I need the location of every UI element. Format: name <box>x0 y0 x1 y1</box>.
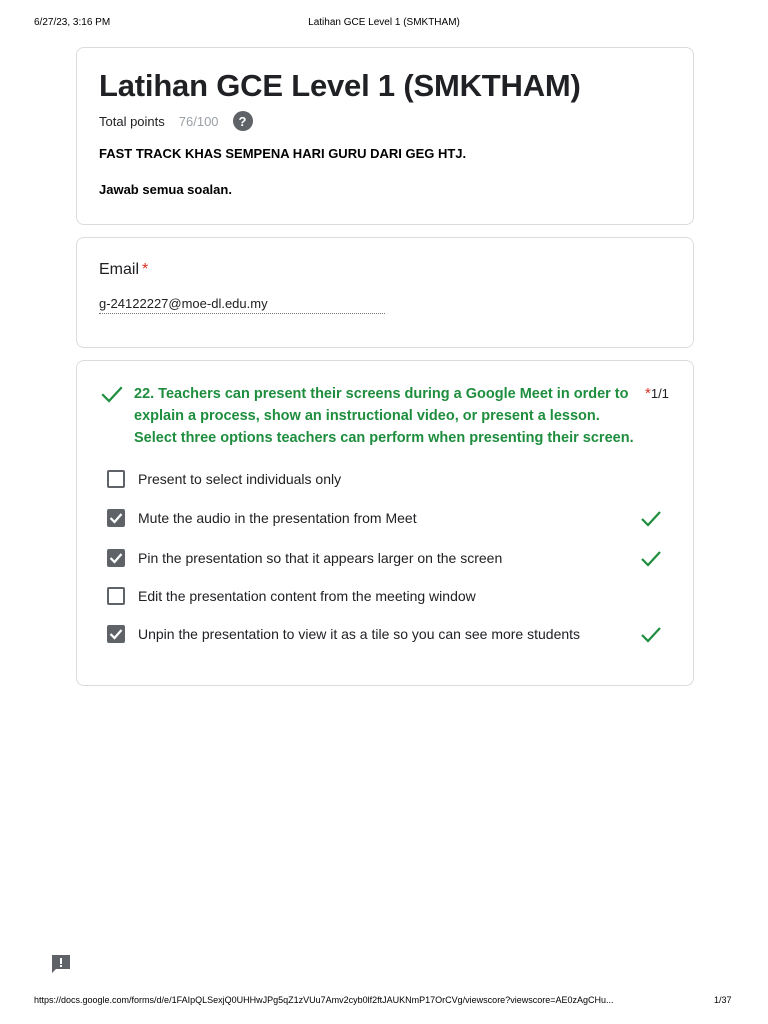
email-label <box>99 261 148 279</box>
score-value: 1/1 <box>650 386 669 401</box>
option-edit-content[interactable] <box>107 585 667 609</box>
check-icon <box>101 385 123 405</box>
checkbox-unchecked-icon[interactable] <box>107 587 125 605</box>
form-description-line1: FAST TRACK KHAS SEMPENA HARI GURU DARI GEG HTJ. <box>99 146 467 161</box>
question-line-2: explain a process, show an instructional video, or present a lesson. <box>134 408 600 424</box>
question-card <box>76 360 694 686</box>
checkmark-glyph <box>109 628 123 640</box>
print-url: https://docs.google.com/forms/d/e/1FAIpQLSexjQ0UHHwJPg5qZ1zVUu7Amv2cyb0lf2ftJAUKNmP17OrCVg/viewscore?viewscore=AE0zAgCHu... <box>34 995 614 1005</box>
checkbox-checked-icon[interactable] <box>107 509 125 527</box>
checkbox-checked-icon[interactable] <box>107 625 125 643</box>
option-label: Pin the presentation so that it appears larger on the screen <box>138 550 503 566</box>
check-icon <box>640 625 662 645</box>
check-icon <box>640 509 662 529</box>
question-score <box>645 385 669 402</box>
print-timestamp: 6/27/23, 3:16 PM <box>34 17 111 28</box>
checkmark-glyph <box>109 512 123 524</box>
question-line-3: Select three options teachers can perform when presenting their screen. <box>134 430 634 446</box>
feedback-icon[interactable] <box>50 954 72 974</box>
form-header-card <box>76 47 694 225</box>
total-points-value: 76/100 <box>178 113 219 129</box>
email-card <box>76 237 694 348</box>
option-unpin-presentation[interactable] <box>107 623 667 647</box>
email-label-text: Email <box>99 261 140 278</box>
print-footer <box>0 995 768 1009</box>
checkmark-glyph <box>109 552 123 564</box>
print-header <box>0 17 768 31</box>
option-present-select-individuals[interactable] <box>107 468 667 492</box>
option-label: Present to select individuals only <box>138 471 342 487</box>
option-label: Unpin the presentation to view it as a tile so you can see more students <box>138 626 581 642</box>
option-label: Mute the audio in the presentation from Meet <box>138 510 417 526</box>
question-line-1: 22. Teachers can present their screens during a Google Meet in order to <box>134 386 629 402</box>
page-number: 1/37 <box>714 995 732 1005</box>
required-marker: * <box>142 261 149 278</box>
checkbox-checked-icon[interactable] <box>107 549 125 567</box>
total-points-label: Total points <box>99 113 165 129</box>
check-icon <box>640 549 662 569</box>
total-points-row <box>99 110 253 132</box>
question-text <box>134 383 646 449</box>
checkbox-unchecked-icon[interactable] <box>107 470 125 488</box>
email-field: g-24122227@moe-dl.edu.my <box>99 296 385 314</box>
required-marker: * <box>645 385 651 402</box>
form-description-line2: Jawab semua soalan. <box>99 182 232 197</box>
option-pin-presentation[interactable] <box>107 547 667 571</box>
form-title: Latihan GCE Level 1 (SMKTHAM) <box>99 68 581 103</box>
print-title: Latihan GCE Level 1 (SMKTHAM) <box>308 17 460 28</box>
option-mute-audio[interactable] <box>107 507 667 531</box>
help-icon[interactable]: ? <box>233 111 253 131</box>
option-label: Edit the presentation content from the meeting window <box>138 588 476 604</box>
